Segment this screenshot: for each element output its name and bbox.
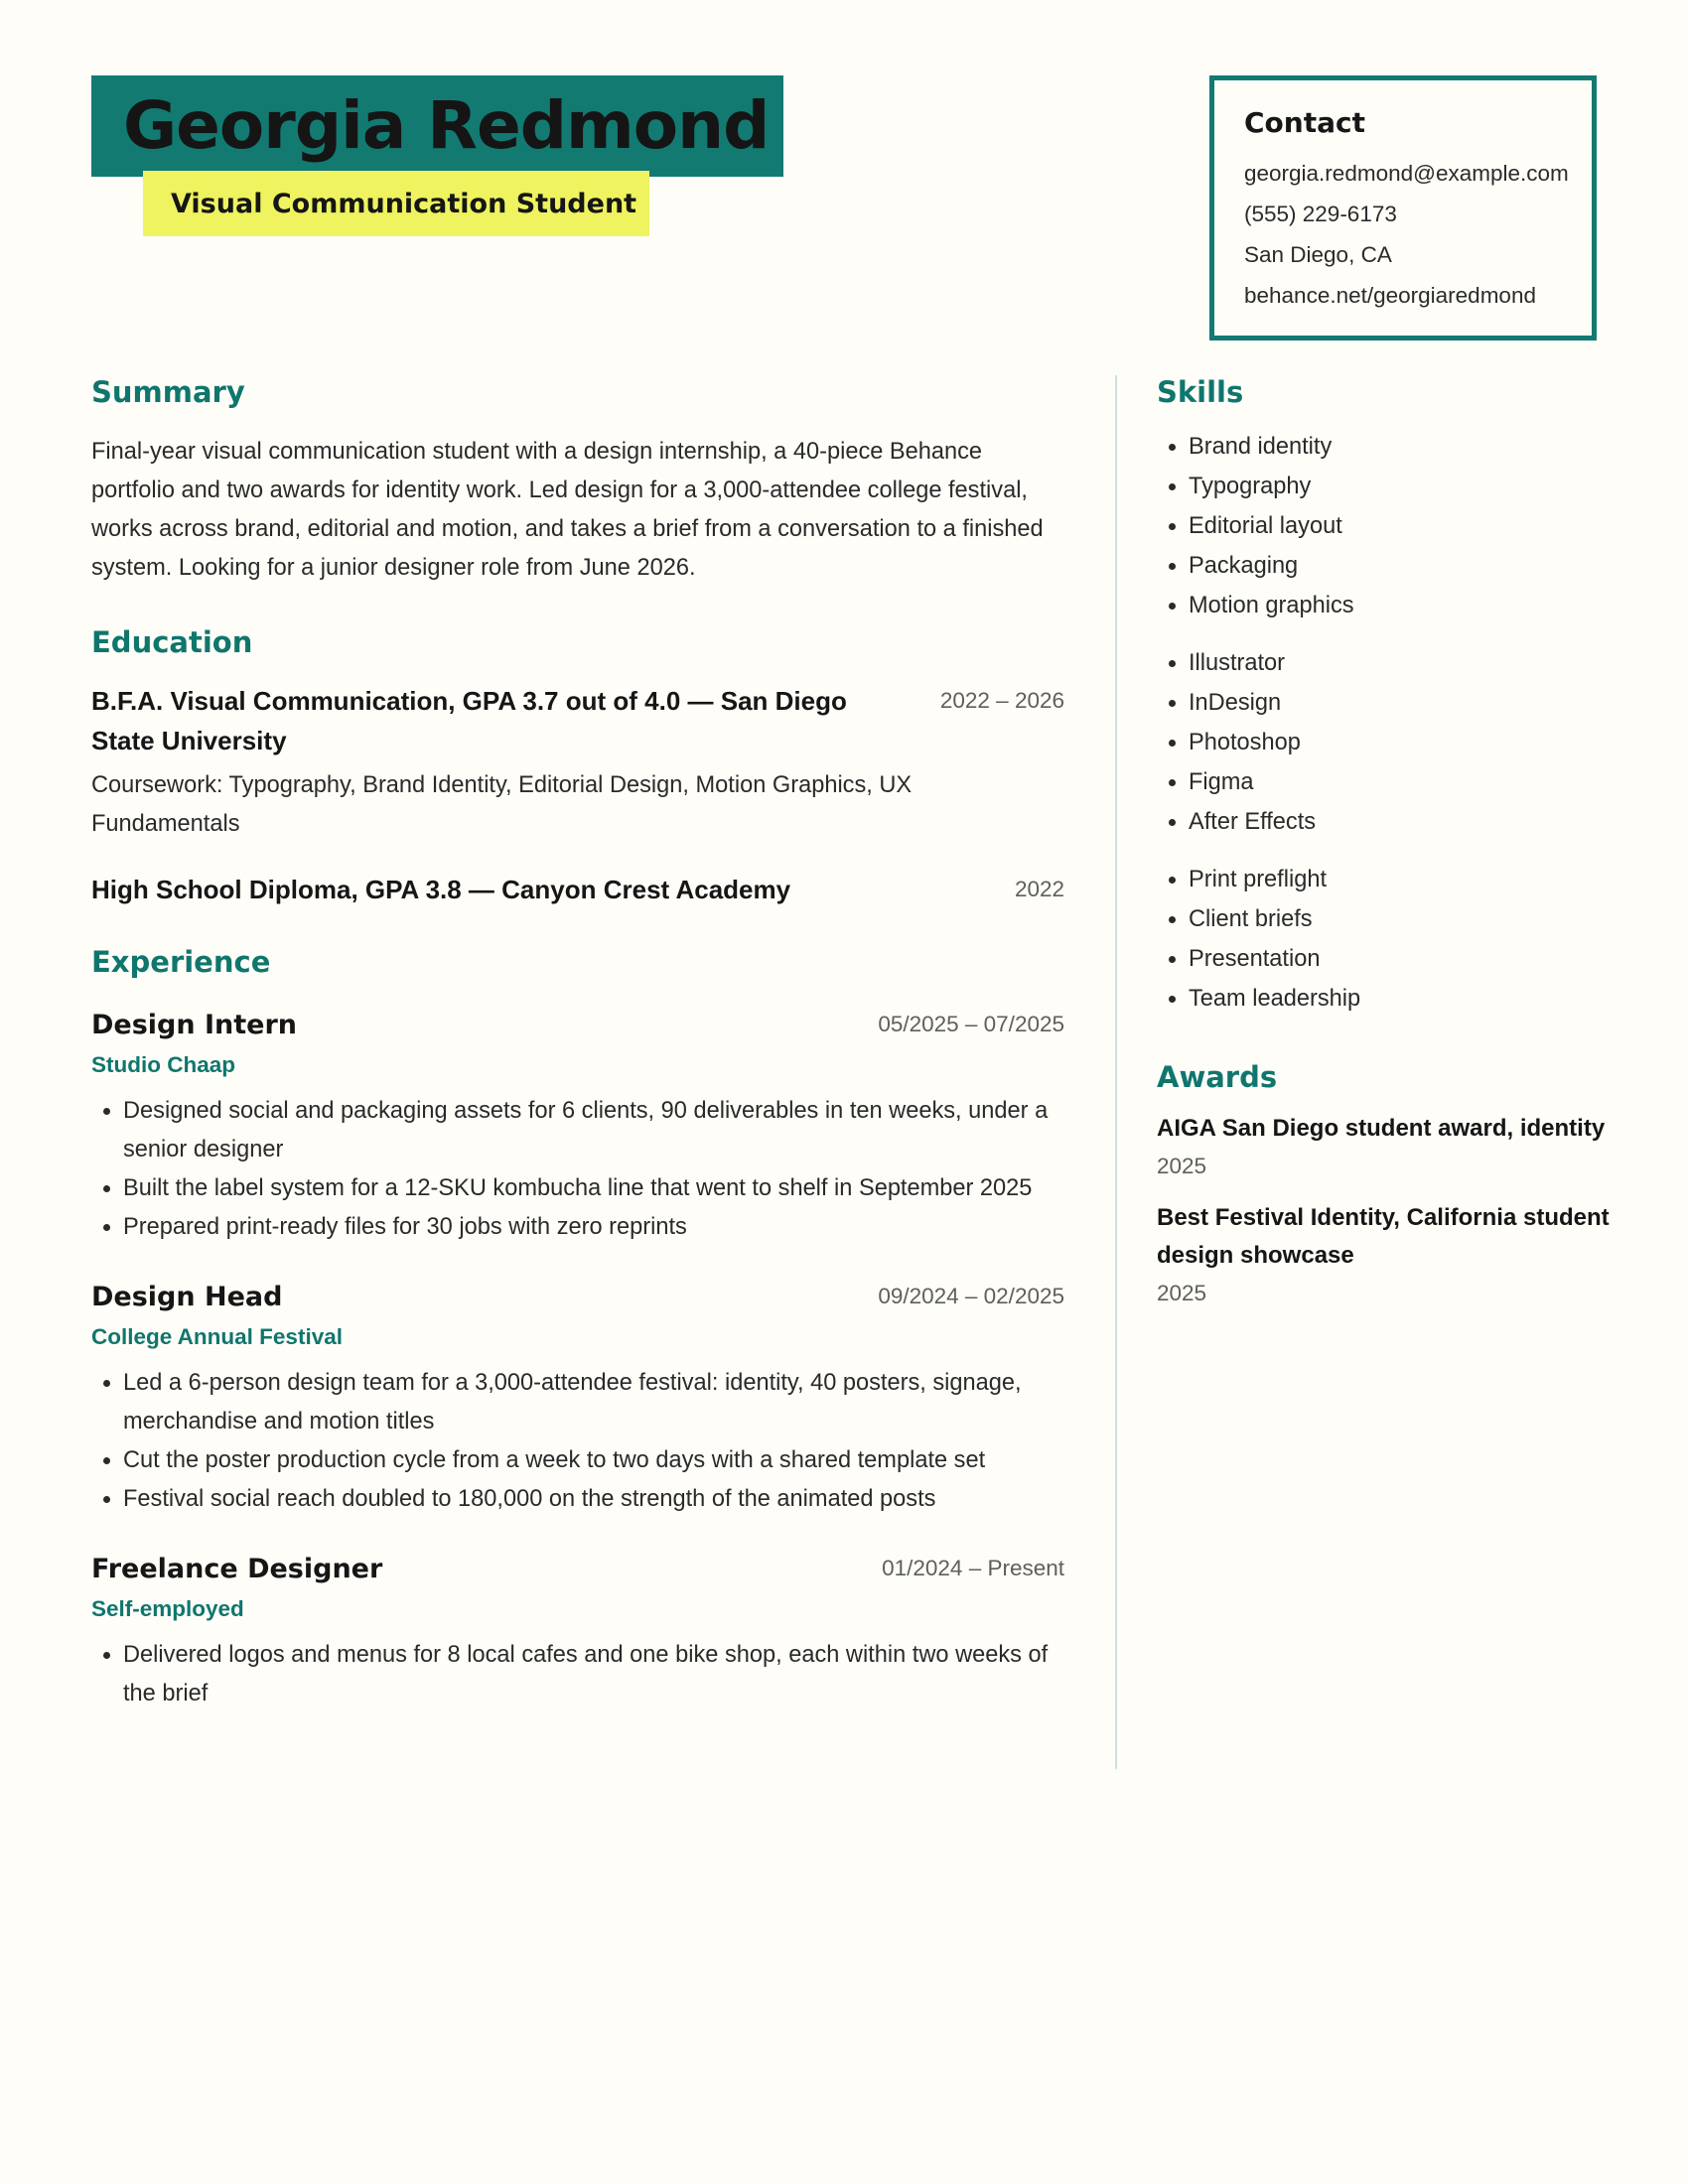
skills-group bbox=[1157, 427, 1623, 625]
job-bullet: • Festival social reach doubled to 180,000 on the strength of the animated posts bbox=[123, 1480, 1064, 1519]
skill-item: • After Effects bbox=[1189, 802, 1623, 842]
skill-item: • Illustrator bbox=[1189, 643, 1623, 683]
person-name: Georgia Redmond bbox=[123, 87, 770, 164]
summary-text: Final-year visual communication student with a design internship, a 40-piece Behance portfolio and two awards for identity work. Led design for a 3,000-attendee college festival, works across brand, editorial and motion, and takes a brief from a conversation to a finished system. Looking for a junior designer role from June 2026. bbox=[91, 439, 1044, 581]
skill-item: • Photoshop bbox=[1189, 723, 1623, 762]
job-entry bbox=[91, 1005, 1064, 1247]
contact-heading: Contact bbox=[1244, 106, 1365, 139]
job-title: Design Head bbox=[91, 1281, 283, 1312]
education-title: High School Diploma, GPA 3.8 — Canyon Crest Academy bbox=[91, 875, 791, 904]
award-year: 2025 bbox=[1157, 1281, 1207, 1305]
job-bullet: • Prepared print-ready files for 30 jobs with zero reprints bbox=[123, 1208, 1064, 1247]
role-title: Visual Communication Student bbox=[171, 188, 637, 219]
contact-portfolio-link[interactable]: behance.net/georgiaredmond bbox=[1244, 283, 1536, 308]
job-title: Design Intern bbox=[91, 1009, 298, 1040]
skill-item: • Motion graphics bbox=[1189, 586, 1623, 625]
contact-email[interactable]: georgia.redmond@example.com bbox=[1244, 161, 1569, 186]
column-divider bbox=[1115, 375, 1117, 1769]
skills-group bbox=[1157, 860, 1623, 1019]
job-bullets bbox=[91, 1636, 1064, 1713]
education-dates: 2022 – 2026 bbox=[939, 688, 1064, 713]
skill-item: • Figma bbox=[1189, 762, 1623, 802]
contact-location: San Diego, CA bbox=[1244, 242, 1392, 267]
contact-phone[interactable]: (555) 229-6173 bbox=[1244, 202, 1397, 226]
skill-item: • Presentation bbox=[1189, 939, 1623, 979]
award-title: Best Festival Identity, California student design showcase bbox=[1157, 1204, 1610, 1269]
header bbox=[91, 75, 783, 219]
main-column bbox=[91, 375, 1064, 1713]
skills-heading: Skills bbox=[1157, 375, 1244, 409]
contact-box bbox=[1209, 75, 1597, 341]
job-company: Studio Chaap bbox=[91, 1052, 235, 1077]
education-title: B.F.A. Visual Communication, GPA 3.7 out of 4.0 — San Diego State University bbox=[91, 686, 847, 755]
skill-item: • Client briefs bbox=[1189, 899, 1623, 939]
job-dates: 09/2024 – 02/2025 bbox=[878, 1284, 1064, 1308]
education-item bbox=[91, 870, 1064, 909]
experience-heading: Experience bbox=[91, 945, 271, 979]
job-bullets bbox=[91, 1364, 1064, 1519]
award-title: AIGA San Diego student award, identity bbox=[1157, 1115, 1606, 1142]
skill-item: • Editorial layout bbox=[1189, 506, 1623, 546]
job-bullet: • Delivered logos and menus for 8 local cafes and one bike shop, each within two weeks of the brief bbox=[123, 1636, 1064, 1713]
job-entry bbox=[91, 1277, 1064, 1519]
skill-item: • Team leadership bbox=[1189, 979, 1623, 1019]
skill-item: • Brand identity bbox=[1189, 427, 1623, 467]
education-dates: 2022 bbox=[1014, 877, 1064, 901]
job-bullets bbox=[91, 1092, 1064, 1247]
skills-group bbox=[1157, 643, 1623, 842]
job-bullet: • Designed social and packaging assets for 6 clients, 90 deliverables in ten weeks, under a senior designer bbox=[123, 1092, 1064, 1169]
education-coursework: Coursework: Typography, Brand Identity, Editorial Design, Motion Graphics, UX Fundamentals bbox=[91, 772, 913, 837]
job-bullet: • Led a 6-person design team for a 3,000-attendee festival: identity, 40 posters, signage, merchandise and motion titles bbox=[123, 1364, 1064, 1441]
award-item bbox=[1157, 1199, 1623, 1312]
summary-heading: Summary bbox=[91, 375, 245, 409]
education-heading: Education bbox=[91, 625, 253, 659]
job-entry bbox=[91, 1549, 1064, 1713]
role-banner bbox=[143, 171, 649, 236]
awards-heading: Awards bbox=[1157, 1060, 1278, 1094]
skill-item: • Print preflight bbox=[1189, 860, 1623, 899]
skill-item: • Packaging bbox=[1189, 546, 1623, 586]
job-dates: 01/2024 – Present bbox=[882, 1556, 1064, 1580]
name-banner bbox=[91, 75, 783, 177]
job-company: Self-employed bbox=[91, 1596, 244, 1621]
job-title: Freelance Designer bbox=[91, 1553, 383, 1584]
job-company: College Annual Festival bbox=[91, 1324, 343, 1349]
skill-item: • InDesign bbox=[1189, 683, 1623, 723]
job-bullet: • Cut the poster production cycle from a week to two days with a shared template set bbox=[123, 1441, 1064, 1480]
education-item bbox=[91, 681, 1064, 844]
job-dates: 05/2025 – 07/2025 bbox=[878, 1012, 1064, 1036]
job-bullet: • Built the label system for a 12-SKU kombucha line that went to shelf in September 2025 bbox=[123, 1169, 1064, 1208]
award-item bbox=[1157, 1110, 1623, 1185]
award-year: 2025 bbox=[1157, 1154, 1207, 1178]
skill-item: • Typography bbox=[1189, 467, 1623, 506]
sidebar-column bbox=[1157, 375, 1623, 1312]
